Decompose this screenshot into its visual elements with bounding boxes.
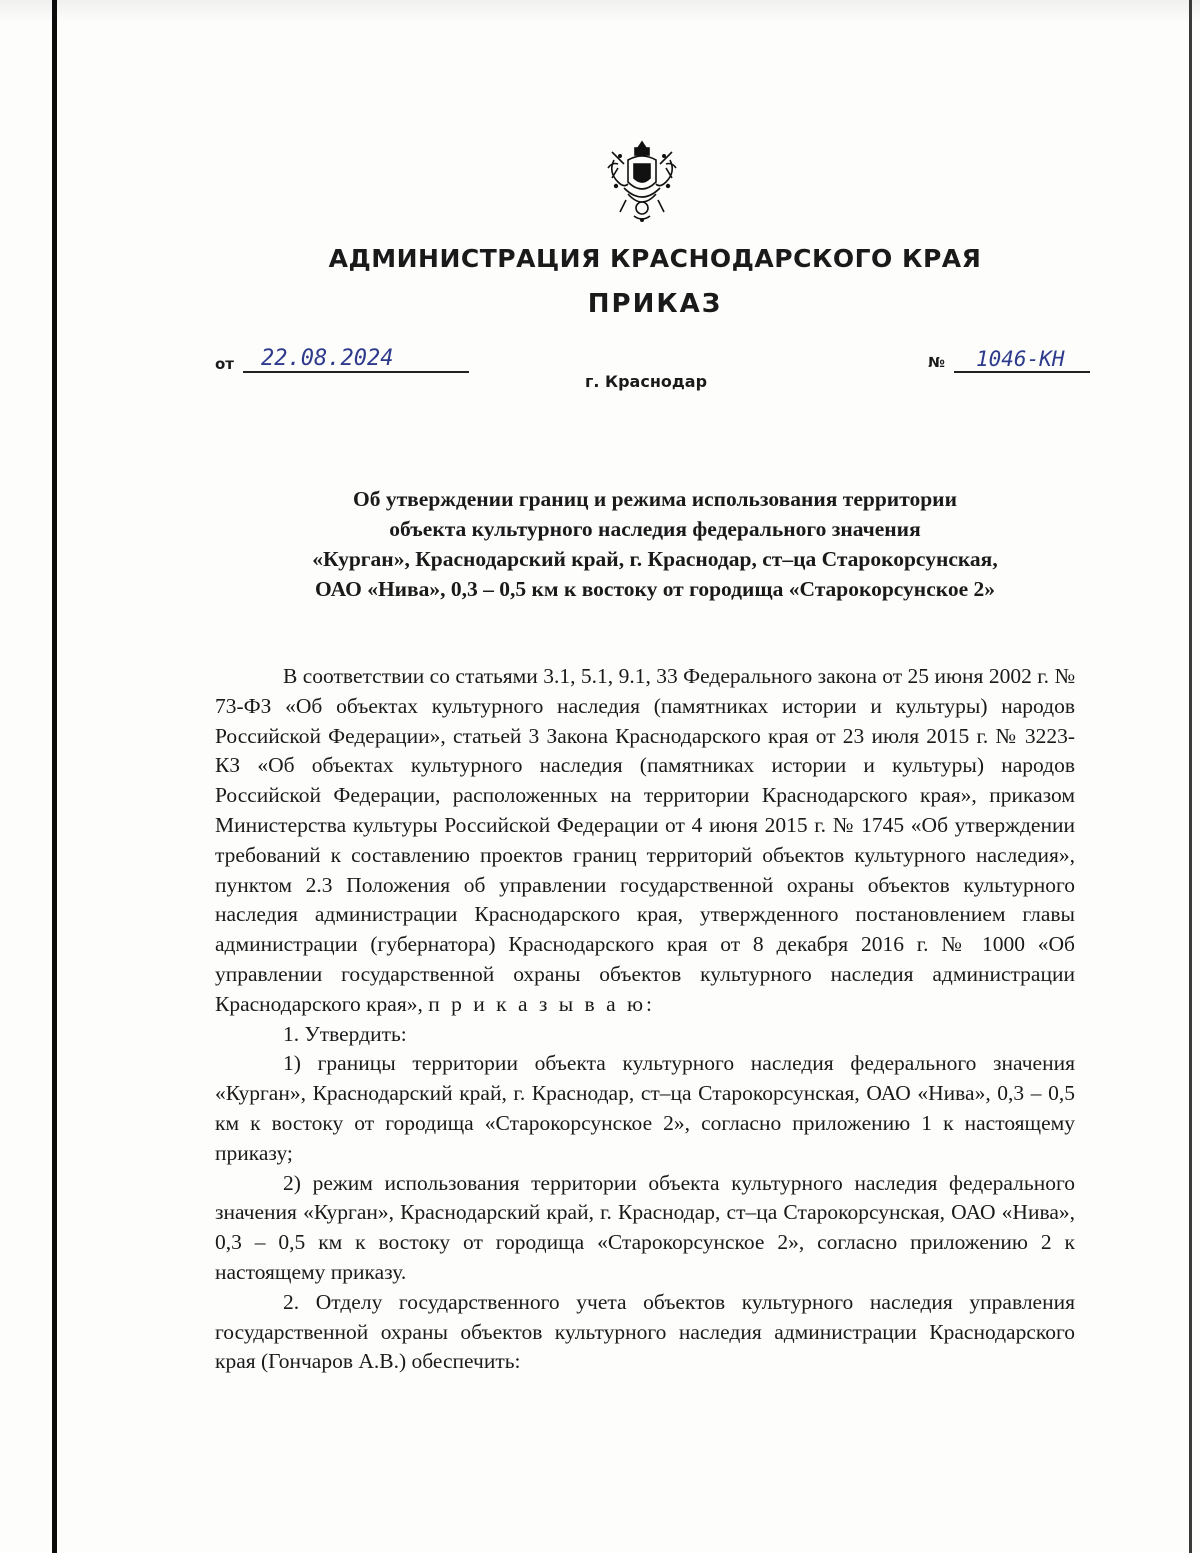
- date-prefix-label: от: [215, 355, 234, 373]
- subject-line: ОАО «Нива», 0,3 – 0,5 км к востоку от городища «Старокорсунское 2»: [314, 577, 996, 601]
- handwritten-date: 22.08.2024: [243, 347, 469, 373]
- preamble-text: В соответствии со статьями 3.1, 5.1, 9.1, 33 Федерального закона от 25 июня 2002 г. № 73-ФЗ «Об объектах культурного наследия (памятниках истории и культуры) народов Российской Федерации», статьей 3 Закона Краснодарского края от 23 июля 2015 г. № 3223-КЗ «Об объектах культурного наследия (памятниках истории и культуры) народов Российской Федерации, расположенных на территории Краснодарского края», приказом Министерства культуры Российской Федерации от 4 июня 2015 г. № 1745 «Об утверждении требований к составлению проектов границ территорий объектов культурного наследия», пунктом 2.3 Положения об управлении государственной охраны объектов культурного наследия администрации Краснодарского края, утвержденного постановлением главы администрации (губернатора) Краснодарского края от 8 декабря 2016 г. № 1000 «Об управлении государственной охраны объектов культурного наследия администрации Краснодарского края»,: [215, 664, 1075, 1016]
- order-word: п р и к а з ы в а ю:: [428, 991, 656, 1016]
- order-body: [215, 662, 1075, 1377]
- item-1-1-paragraph: 1) границы территории объекта культурного наследия федерального значения «Курган», Краснодарский край, г. Краснодар, ст–ца Старокорсунская, ОАО «Нива», 0,3 – 0,5 км к востоку от городища «Старокорсунское 2», согласно приложению 1 к настоящему приказу;: [215, 1051, 1075, 1165]
- krasnodar-coat-of-arms-icon: [604, 138, 680, 224]
- organization-title: АДМИНИСТРАЦИЯ КРАСНОДАРСКОГО КРАЯ: [328, 244, 982, 273]
- preamble-paragraph: [215, 662, 1075, 1020]
- item-1-2-paragraph: 2) режим использования территории объекта культурного наследия федерального значения «Курган», Краснодарский край, г. Краснодар, ст–ца Старокорсунская, ОАО «Нива», 0,3 – 0,5 км к востоку от городища «Старокорсунское 2», согласно приложению 2 к настоящему приказу.: [215, 1170, 1075, 1284]
- handwritten-order-number: 1046-КН: [954, 347, 1090, 373]
- subject-line: объекта культурного наследия федерального значения: [389, 517, 921, 541]
- item-2-paragraph: 2. Отделу государственного учета объектов культурного наследия управления государственной охраны объектов культурного наследия администрации Краснодарского края (Гончаров А.В.) обеспечить:: [215, 1289, 1075, 1374]
- order-subject-title: [215, 484, 1095, 604]
- city-label: г. Краснодар: [585, 372, 708, 391]
- scan-right-edge: [1189, 0, 1192, 1553]
- subject-line: «Курган», Краснодарский край, г. Краснодар, ст–ца Старокорсунская,: [312, 547, 998, 571]
- number-sign-label: №: [928, 355, 945, 371]
- subject-line: Об утверждении границ и режима использования территории: [353, 487, 957, 511]
- scan-shadow: [0, 0, 1200, 22]
- document-type-heading: ПРИКАЗ: [587, 289, 723, 319]
- scan-left-edge: [52, 0, 57, 1553]
- item-1-paragraph: 1. Утвердить:: [283, 1021, 407, 1046]
